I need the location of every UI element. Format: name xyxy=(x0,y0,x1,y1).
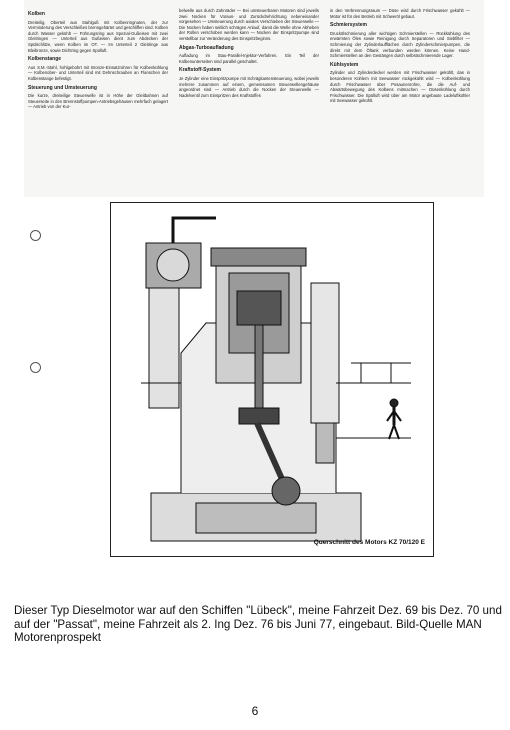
section-heading: Schmiersystem xyxy=(330,22,367,29)
section-text: Druckölschmierung aller wichtigen Schmierstellen — Rückkühlung des erwärmten Öles sowie Reinigung durch Separatoren und Siebfilter — Schmierung der Zylinderlaufflächen durch Zylinderschmierpumpen, die direkt mit dem Öltank verbunden werden können. Keine Hand-Schmierstellen an den Gestängen durch selbstschmierende Lager. xyxy=(330,30,470,59)
engine-drawing xyxy=(111,203,433,556)
crosshead xyxy=(239,408,279,424)
section-heading: Kühlsystem xyxy=(330,61,359,68)
crankcase-base xyxy=(196,503,316,533)
text-column-1 xyxy=(28,8,168,113)
piston-rod xyxy=(255,325,263,415)
section-text: Aufladung im Stau-Parallel-Injektor-Verfahren. Ein Teil der Kolbenunterseiten sind parallel geschaltet. xyxy=(179,53,319,64)
engine-cross-section-figure xyxy=(110,202,434,557)
turbocharger-housing xyxy=(157,249,189,281)
punch-hole xyxy=(30,230,41,241)
annotation-note: Dieser Typ Dieselmotor war auf den Schiffen "Lübeck", meine Fahrzeit Dez. 69 bis Dez. 70 und auf der "Passat", meine Fahrzeit als 2. Ing Dez. 76 bis Juni 77, eingebaut. Bild-Quelle MAN Motorenprospekt xyxy=(14,604,502,644)
page-number: 6 xyxy=(251,704,259,718)
section-heading: Kraftstoff-System xyxy=(179,67,221,74)
figure-caption: Querschnitt des Motors KZ 70/120 E xyxy=(313,539,425,546)
cylinder-cover xyxy=(211,248,306,266)
section-heading: Kolbenstange xyxy=(28,56,62,63)
section-text: Je Zylinder eine Einspritzpumpe mit Schrägkantensteuerung, wobei jeweils mehrere zusammen auf einem, gemeinsamen Steuerwellengehäuse angeordnet sind — Antrieb durch die Nocken der Steuerwelle — Nadelventil zum Einspritzen des Kraftstoffes xyxy=(179,75,319,98)
text-column-2 xyxy=(179,8,319,101)
crankshaft xyxy=(272,477,300,505)
section-text: Dreiteilig, Oberteil aus Stahlguß mit Kolbenringnuten, der zur Verminderung des Verschleißes brenngehärtet und geschliffen sind. Kolben durch Wasser gekühlt — Führungsring aus Spezial-Gußeisen mit zwei Gleitringen — Unterteil aus Gußeisen dient zum Abdecken der Spülschlitze, wenn Kolben im OT. — Im Unterteil 2 Gleitringe aus Bleibronze, sowie Dichtring gegen Spülluft. xyxy=(28,19,168,53)
brochure-text-area xyxy=(24,0,484,197)
section-heading: Kolben xyxy=(28,11,45,17)
scavenge-air-receiver xyxy=(149,288,179,408)
section-text: Zylinder und Zylinderdeckel werden mit Frischwasser gekühlt, das in besonderen Kühlern mit Seewasser rückgekühlt wird — Kolbenkühlung durch Frischwasser über Posaunenrohre, die die Auf- und Abwärtsbewegung des Kolbens mitmachen — Düsenkühlung durch Frischwasser. Die Spülluft wird über am Motor angebaute Ladeluftkühler mit Seewasser gekühlt. xyxy=(330,70,470,104)
section-text: in den Verbrennungsraum — Düse wird durch Frischwasser gekühlt — Motor ist für den Betrieb mit Schweröl gebaut. xyxy=(330,8,470,19)
text-column-3 xyxy=(330,8,470,107)
fuel-pump-housing xyxy=(311,283,339,423)
punch-hole xyxy=(30,362,41,373)
section-text: Aus S.M.-Stahl, hohlgebohrt mit Bronze-Einsatzrohren für Kolbenkühlung — Kolbenober- und Unterteil sind mit Dehnschrauben an Flanschen der Kolbenstange befestigt. xyxy=(28,64,168,81)
section-text: belwelle aus durch Zahnräder — Bei umsteuerbaren Motoren sind jeweils zwei Nocken für Voraus- und Zurückdrehrichtung nebeneinander vorgesehen — Umsteuerung durch axiales Verschieben der Steuerwelle — Die Nocken haben seitlich schrägen Anlauf, damit die Welle ohne Abheben der Rollen verschoben werden kann — Nocken der Einspritzpumpe sind verstellbar zur Veränderung des Einspritzbeginns. xyxy=(179,8,319,41)
exhaust-pipe xyxy=(173,218,216,243)
section-heading: Abgas-Turboaufladung xyxy=(179,44,234,51)
piston xyxy=(237,291,281,325)
section-heading: Steuerung und Umsteuerung xyxy=(28,84,97,91)
camshaft-housing xyxy=(316,423,334,463)
section-text: Die kurze, dreiteilige Steuerwelle ist in Höhe der Gleitbahnen auf Steuerseite in den Brennstoffpumpen-Antriebsgehäusen mehrfach gelagert — Antrieb von der Kur- xyxy=(28,93,168,110)
person-scale-figure xyxy=(387,399,401,439)
